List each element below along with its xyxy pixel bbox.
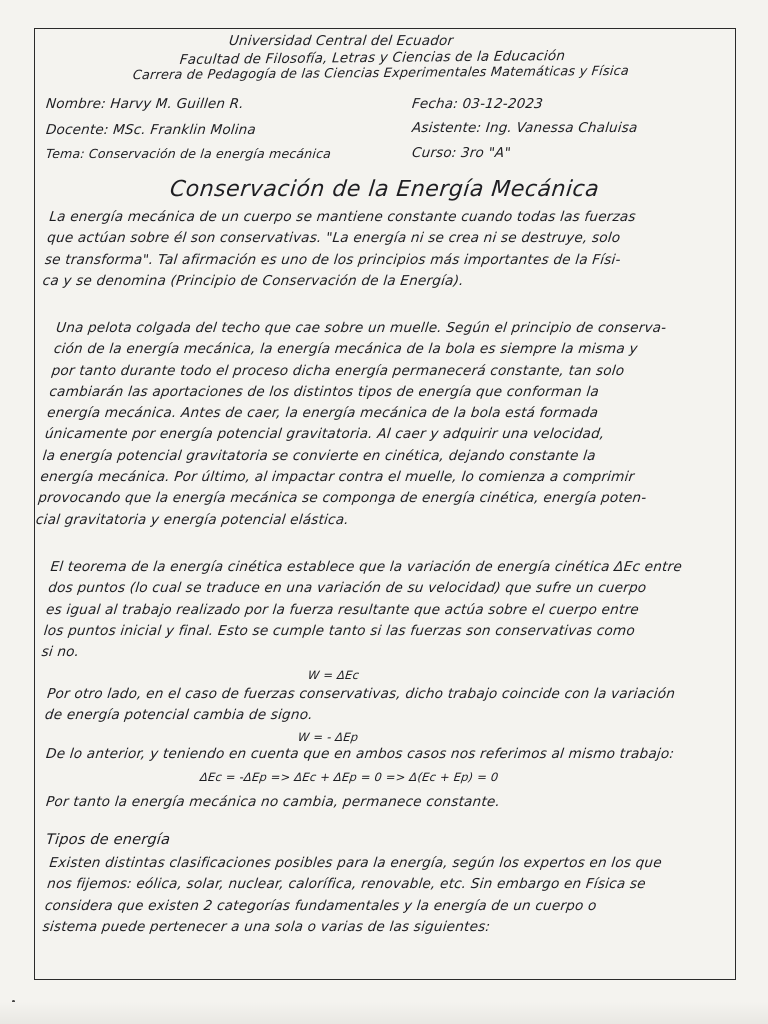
text-line: Una pelota colgada del techo que cae sobre un muelle. Según el principio de conserva- <box>55 320 668 336</box>
career-name: Carrera de Pedagogía de las Ciencias Experimentales Matemáticas y Física <box>132 63 630 84</box>
assistant: Asistente: Ing. Vanessa Chaluisa <box>411 120 639 136</box>
text-line: por tanto durante todo el proceso dicha energía permanecerá constante, tan solo <box>50 362 626 379</box>
text-line: Por otro lado, en el caso de fuerzas conservativas, dicho trabajo coincide con la variación <box>46 686 676 702</box>
date: Fecha: 03-12-2023 <box>411 96 544 112</box>
equation-work-potential: W = - ΔEp <box>297 730 360 744</box>
faculty-name: Facultad de Filosofía, Letras y Ciencias de la Educación <box>179 47 566 69</box>
text-line: dos puntos (lo cual se traduce en una variación de su velocidad) que sufre un cuerpo <box>47 580 648 597</box>
paragraph-example <box>35 318 732 531</box>
text-line: La energía mecánica de un cuerpo se mantiene constante cuando todas las fuerzas <box>48 209 637 225</box>
text-line: es igual al trabajo realizado por la fuerza resultante que actúa sobre el cuerpo entre <box>45 601 640 618</box>
text-line: considera que existen 2 categorías fundamentales y la energía de un cuerpo o <box>44 897 598 914</box>
paragraph-from-above: De lo anterior, y teniendo en cuenta que en ambos casos nos referimos al mismo trabajo: <box>45 746 676 762</box>
paragraph-intro <box>42 207 726 292</box>
text-line: cambiarán las aportaciones de los distintos tipos de energía que conforman la <box>48 383 600 400</box>
course: Curso: 3ro "A" <box>411 145 512 161</box>
paragraph-energy-types <box>42 853 726 938</box>
paragraph-conservative <box>44 684 723 727</box>
text-line: si no. <box>40 644 81 661</box>
text-line: El teorema de la energía cinética establece que la variación de energía cinética ΔEc entre <box>49 559 683 575</box>
text-line: únicamente por energía potencial gravitatoria. Al caer y adquirir una velocidad, <box>44 426 606 443</box>
text-line: la energía potencial gravitatoria se convierte en cinética, dejando constante la <box>41 447 597 464</box>
topic: Tema: Conservación de la energía mecánica <box>45 146 332 161</box>
text-line: ca y se denomina (Principio de Conservación de la Energía). <box>41 272 465 289</box>
equation-conservation: ΔEc = -ΔEp => ΔEc + ΔEp = 0 => Δ(Ec + Ep) = 0 <box>199 770 500 784</box>
paragraph-theorem <box>40 557 726 663</box>
scan-edge <box>0 1002 768 1024</box>
text-line: ción de la energía mecánica, la energía mecánica de la bola es siempre la misma y <box>53 341 639 358</box>
text-line: energía mecánica. Antes de caer, la energía mecánica de la bola está formada <box>46 405 600 422</box>
text-line: de energía potencial cambia de signo. <box>44 707 314 724</box>
text-line: cial gravitatoria y energía potencial elástica. <box>35 511 350 528</box>
text-line: nos fijemos: eólica, solar, nuclear, calorífica, renovable, etc. Sin embargo en Física se <box>46 876 647 893</box>
page-title: Conservación de la Energía Mecánica <box>168 177 601 202</box>
text-line: los puntos inicial y final. Esto se cumple tanto si las fuerzas son conservativas como <box>42 622 636 639</box>
section-subtitle: Tipos de energía <box>45 832 172 848</box>
text-line: energía mecánica. Por último, al impactar contra el muelle, lo comienza a comprimir <box>39 469 636 486</box>
paragraph-conclusion: Por tanto la energía mecánica no cambia, permanece constante. <box>45 794 501 810</box>
text-line: Existen distintas clasificaciones posibles para la energía, según los expertos en los que <box>48 855 663 871</box>
text-line: que actúan sobre él son conservativas. "La energía ni se crea ni se destruye, solo <box>46 230 622 247</box>
text-line: sistema puede pertenecer a una sola o varias de las siguientes: <box>41 918 492 935</box>
teacher: Docente: MSc. Franklin Molina <box>45 122 257 138</box>
equation-work-kinetic: W = ΔEc <box>307 668 360 682</box>
text-line: se transforma". Tal afirmación es uno de los principios más importantes de la Físi- <box>44 251 622 268</box>
text-line: provocando que la energía mecánica se componga de energía cinética, energía poten- <box>37 490 648 507</box>
university-name: Universidad Central del Ecuador <box>228 33 455 49</box>
student-name: Nombre: Harvy M. Guillen R. <box>45 96 245 112</box>
